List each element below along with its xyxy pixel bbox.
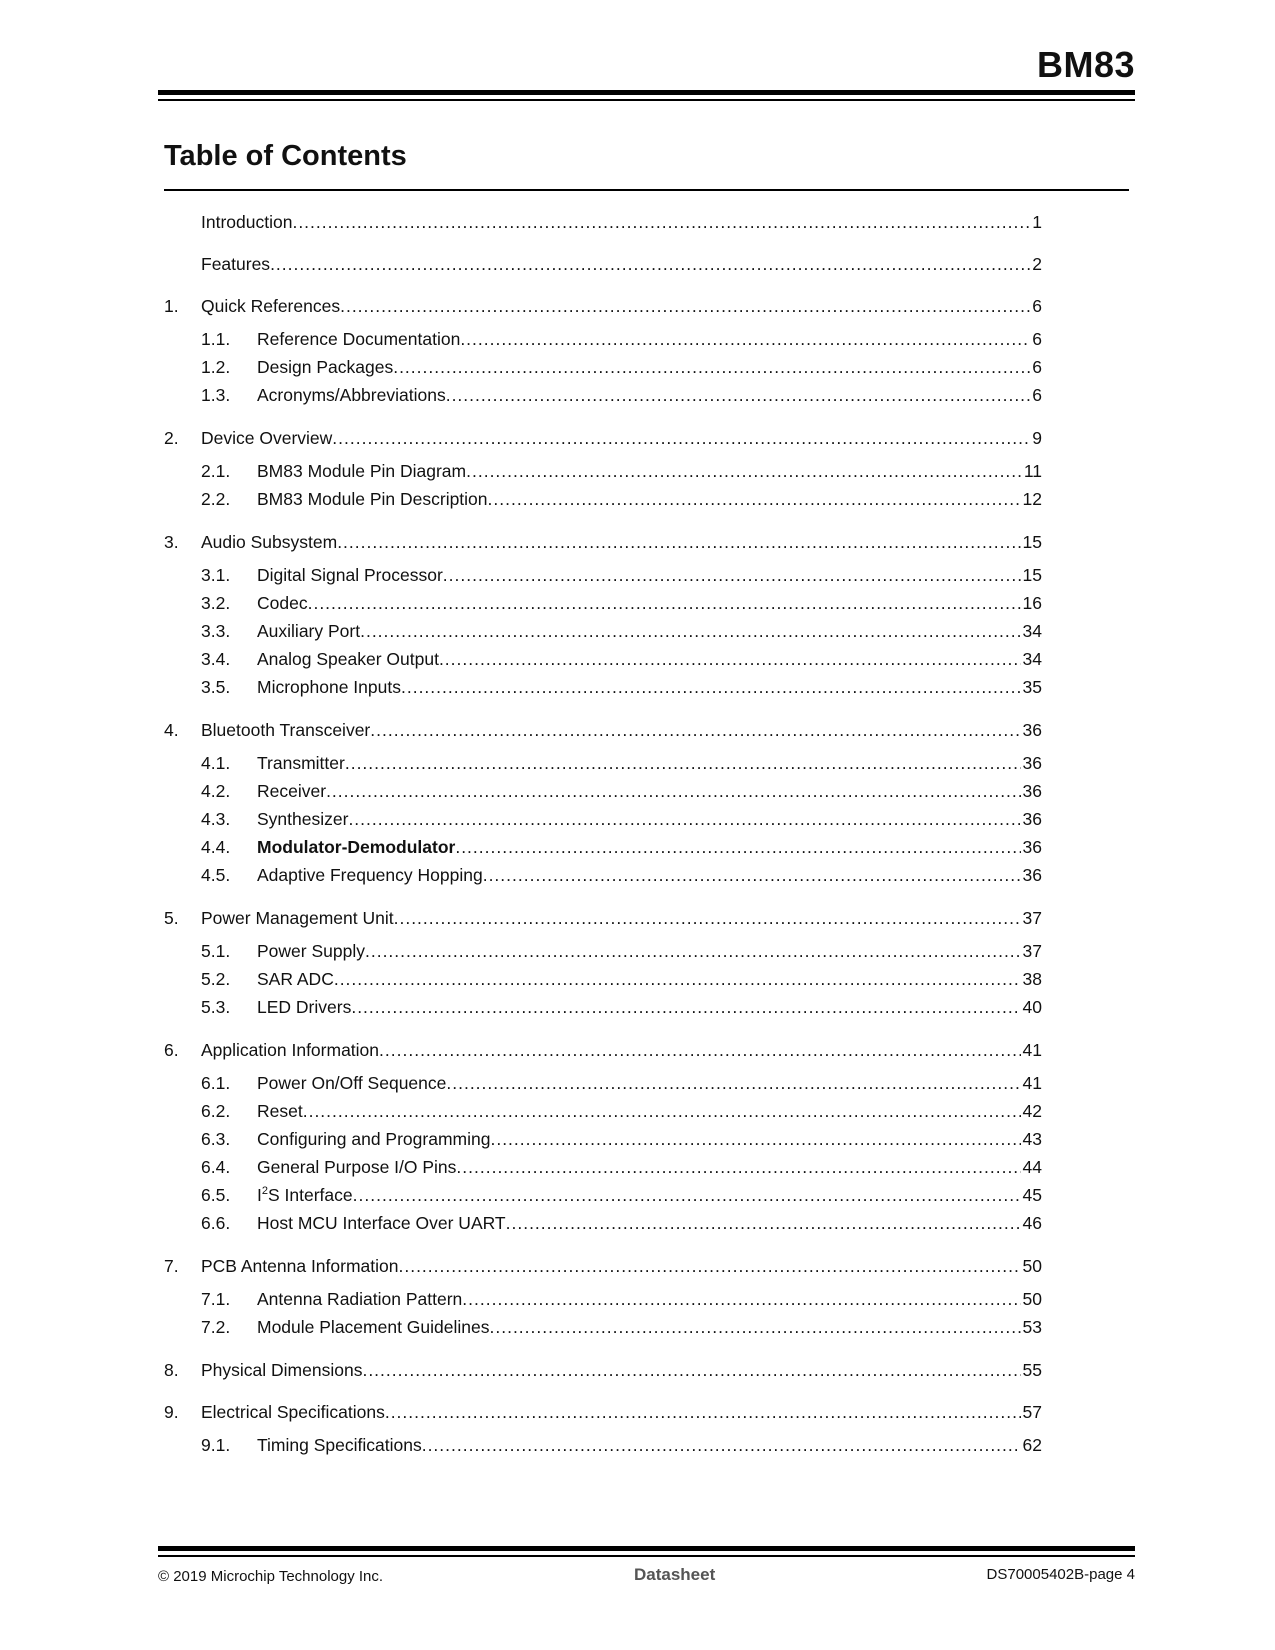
toc-entry-title-text[interactable]: BM83 Module Pin Description — [257, 489, 488, 509]
toc-entry-page[interactable]: 50 — [1022, 1256, 1042, 1276]
toc-subentry[interactable] — [164, 1285, 1042, 1313]
toc-heading: Table of Contents — [164, 140, 407, 172]
toc-subentry[interactable] — [164, 457, 1042, 485]
toc-entry-page[interactable]: 15 — [1022, 565, 1042, 585]
toc-subentry[interactable] — [164, 805, 1042, 833]
toc-entry-page[interactable]: 36 — [1022, 809, 1042, 829]
toc-entry-title-text[interactable]: Modulator-Demodulator — [257, 837, 456, 857]
toc-entry-number: 3.2. — [201, 593, 231, 613]
toc-entry-page[interactable]: 6 — [1032, 329, 1042, 349]
toc-leader-dots — [490, 1125, 1020, 1153]
toc-entry-page[interactable]: 41 — [1022, 1040, 1042, 1060]
toc-entry[interactable] — [164, 293, 1042, 319]
toc-entry-page[interactable]: 1 — [1032, 212, 1042, 232]
toc-entry-title-text[interactable]: Digital Signal Processor — [257, 565, 443, 585]
toc-entry-page[interactable]: 50 — [1022, 1289, 1042, 1309]
toc-entry-page[interactable]: 34 — [1022, 621, 1042, 641]
toc-entry-title[interactable] — [257, 1097, 303, 1125]
toc-entry-title-text[interactable]: Antenna Radiation Pattern — [257, 1289, 463, 1309]
footer-copyright: © 2019 Microchip Technology Inc. — [158, 1568, 384, 1585]
toc-entry-title-text[interactable]: Design Packages — [257, 357, 394, 377]
toc-entry-page[interactable]: 41 — [1022, 1073, 1042, 1093]
toc-entry-title-text[interactable]: Electrical Specifications — [201, 1402, 385, 1422]
toc-entry-page[interactable]: 42 — [1022, 1101, 1042, 1121]
toc-entry-page[interactable]: 44 — [1022, 1157, 1042, 1177]
toc-section — [164, 905, 1042, 1021]
toc-entry-title[interactable] — [257, 1125, 490, 1153]
toc-entry-number: 1.3. — [201, 385, 231, 405]
toc-leader-dots — [401, 673, 1021, 701]
toc-subentry[interactable] — [164, 1313, 1042, 1341]
toc-entry-number: 5.3. — [201, 997, 231, 1017]
toc-entry-page[interactable]: 2 — [1032, 254, 1042, 274]
toc-subentry[interactable] — [164, 561, 1042, 589]
toc-entry-title[interactable] — [257, 589, 308, 617]
toc-entry-page[interactable]: 36 — [1022, 720, 1042, 740]
toc-section — [164, 293, 1042, 409]
toc-subentry[interactable] — [164, 589, 1042, 617]
toc-entry-title[interactable] — [257, 749, 345, 777]
toc-entry-title-text[interactable]: Audio Subsystem — [201, 532, 338, 552]
toc-entry-number: 9. — [164, 1402, 179, 1422]
toc-leader-dots — [362, 1357, 1020, 1383]
toc-leader-dots — [379, 1037, 1021, 1063]
toc-entry-number: 6.5. — [201, 1185, 231, 1205]
toc-entry-number: 3.1. — [201, 565, 231, 585]
toc-subentry[interactable] — [164, 1125, 1042, 1153]
toc-entry-page[interactable]: 57 — [1022, 1402, 1042, 1422]
toc-entry-title[interactable] — [257, 833, 455, 861]
toc-leader-dots — [456, 1153, 1020, 1181]
toc-leader-dots — [398, 1253, 1020, 1279]
toc-subentry[interactable] — [164, 777, 1042, 805]
toc-leader-dots — [334, 965, 1021, 993]
toc-subentry[interactable] — [164, 1097, 1042, 1125]
toc-entry-title-text[interactable]: Power On/Off Sequence — [257, 1073, 447, 1093]
toc-entry-title-text[interactable]: Bluetooth Transceiver — [201, 720, 371, 740]
toc-entry-number: 7. — [164, 1256, 179, 1276]
toc-entry-title[interactable] — [201, 425, 332, 451]
toc-entry[interactable] — [164, 251, 1042, 277]
toc-entry[interactable] — [164, 1399, 1042, 1425]
toc-leader-dots — [345, 749, 1021, 777]
toc-entry-title[interactable] — [257, 937, 365, 965]
toc-entry-title[interactable] — [257, 485, 488, 513]
toc-entry-title[interactable] — [201, 1253, 398, 1279]
toc-subentry[interactable] — [164, 1181, 1042, 1209]
toc-entry[interactable] — [164, 905, 1042, 931]
toc-subentry[interactable] — [164, 1069, 1042, 1097]
toc-leader-dots — [270, 251, 1030, 277]
toc-entry-title[interactable] — [257, 993, 351, 1021]
toc-entry-page[interactable]: 43 — [1022, 1129, 1042, 1149]
toc-entry-number: 4.3. — [201, 809, 231, 829]
toc-entry-number: 6. — [164, 1040, 179, 1060]
toc-entry-number: 4. — [164, 720, 179, 740]
toc-entry-title-text-after[interactable]: S Interface — [268, 1185, 353, 1205]
toc-entry-title-text[interactable]: Receiver — [257, 781, 327, 801]
toc-entry-title-text[interactable]: I — [257, 1185, 262, 1205]
toc-leader-dots — [385, 1399, 1021, 1425]
footer-doc-code: DS70005402B-page 4 — [986, 1566, 1135, 1583]
toc-entry-title[interactable] — [257, 861, 483, 889]
toc-subentry[interactable] — [164, 749, 1042, 777]
toc-leader-dots — [337, 529, 1020, 555]
toc-entry-title[interactable] — [257, 1285, 462, 1313]
toc-entry-title-text[interactable]: Synthesizer — [257, 809, 349, 829]
toc-leader-dots — [443, 561, 1021, 589]
toc-subentry[interactable] — [164, 1209, 1042, 1237]
toc-leader-dots — [446, 381, 1031, 409]
toc-leader-dots — [439, 645, 1021, 673]
toc-entry-number: 3.3. — [201, 621, 231, 641]
toc-entry-number: 1. — [164, 296, 179, 316]
toc-entry-title-text[interactable]: General Purpose I/O Pins — [257, 1157, 457, 1177]
toc-entry-page[interactable]: 36 — [1022, 865, 1042, 885]
toc-entry-title[interactable] — [257, 1431, 422, 1459]
toc-entry[interactable] — [164, 1037, 1042, 1063]
toc-entry-title[interactable] — [257, 353, 393, 381]
toc-entry-title-text[interactable]: Microphone Inputs — [257, 677, 401, 697]
toc-entry-title-text[interactable]: SAR ADC — [257, 969, 334, 989]
toc-entry-title-text[interactable]: Reset — [257, 1101, 303, 1121]
toc-entry-number: 6.1. — [201, 1073, 231, 1093]
toc-entry-title[interactable] — [257, 673, 401, 701]
toc-entry-page[interactable]: 53 — [1022, 1317, 1042, 1337]
toc-subentry[interactable] — [164, 645, 1042, 673]
toc-entry-page[interactable]: 36 — [1022, 781, 1042, 801]
toc-entry-page[interactable]: 40 — [1022, 997, 1042, 1017]
toc-entry-title[interactable] — [257, 1313, 490, 1341]
toc-entry-number: 2. — [164, 428, 179, 448]
toc-entry-page[interactable]: 62 — [1022, 1435, 1042, 1455]
toc-subentry[interactable] — [164, 1431, 1042, 1459]
toc-entry[interactable] — [164, 425, 1042, 451]
toc-entry-page[interactable]: 38 — [1022, 969, 1042, 989]
toc-entry-title-text[interactable]: Acronyms/Abbreviations — [257, 385, 446, 405]
toc-entry-title-text[interactable]: Reference Documentation — [257, 329, 461, 349]
toc-entry-title-text[interactable]: Quick References — [201, 296, 341, 316]
toc-entry-title[interactable] — [257, 617, 360, 645]
toc-entry-title-text[interactable]: Analog Speaker Output — [257, 649, 439, 669]
toc-leader-dots — [506, 1209, 1021, 1237]
toc-leader-dots — [360, 617, 1020, 645]
toc-entry-title-text[interactable]: Module Placement Guidelines — [257, 1317, 490, 1337]
toc-entry[interactable] — [164, 1253, 1042, 1279]
toc-entry-title[interactable] — [257, 1069, 446, 1097]
toc-entry-title-text[interactable]: BM83 Module Pin Diagram — [257, 461, 467, 481]
toc-entry[interactable] — [164, 209, 1042, 235]
toc-entry-page[interactable]: 6 — [1032, 385, 1042, 405]
toc-entry-title[interactable] — [257, 645, 439, 673]
toc-entry-title[interactable] — [257, 965, 334, 993]
toc-leader-dots — [394, 905, 1021, 931]
toc-entry-page[interactable]: 16 — [1022, 593, 1042, 613]
toc-entry-number: 8. — [164, 1360, 179, 1380]
toc-entry-page[interactable]: 34 — [1022, 649, 1042, 669]
toc-entry-title-text[interactable]: Physical Dimensions — [201, 1360, 363, 1380]
toc-entry-title-text[interactable]: Timing Specifications — [257, 1435, 422, 1455]
toc-entry-title[interactable] — [201, 209, 292, 235]
toc-entry-number: 4.5. — [201, 865, 231, 885]
footer-rule-thick — [158, 1546, 1135, 1551]
toc-entry-page[interactable]: 11 — [1023, 461, 1042, 481]
toc-leader-dots — [466, 457, 1022, 485]
toc-entry-superscript: 2 — [261, 1185, 268, 1197]
toc-subentry[interactable] — [164, 617, 1042, 645]
toc-entry-title-text[interactable]: Device Overview — [201, 428, 333, 448]
header-rule-thin — [158, 99, 1135, 101]
header-rule-thick — [158, 90, 1135, 95]
toc-entry-title[interactable] — [257, 805, 348, 833]
toc-leader-dots — [292, 209, 1030, 235]
toc-entry-title-text[interactable]: Adaptive Frequency Hopping — [257, 865, 483, 885]
table-of-contents — [164, 209, 1042, 1475]
toc-entry-title-text[interactable]: Codec — [257, 593, 308, 613]
toc-entry[interactable] — [164, 1357, 1042, 1383]
toc-entry-title-text[interactable]: Features — [201, 254, 271, 274]
toc-leader-dots — [348, 805, 1020, 833]
toc-entry-title[interactable] — [201, 1037, 379, 1063]
toc-entry-number: 4.1. — [201, 753, 231, 773]
toc-section — [164, 529, 1042, 701]
toc-section — [164, 251, 1042, 277]
toc-entry-page[interactable]: 35 — [1022, 677, 1042, 697]
toc-section — [164, 209, 1042, 235]
toc-heading-rule — [164, 189, 1129, 191]
toc-leader-dots — [351, 993, 1020, 1021]
toc-subentry[interactable] — [164, 325, 1042, 353]
toc-subentry[interactable] — [164, 485, 1042, 513]
toc-section — [164, 1357, 1042, 1383]
toc-entry-title-text[interactable]: Power Management Unit — [201, 908, 394, 928]
toc-entry-title-text[interactable]: Introduction — [201, 212, 293, 232]
toc-subentry[interactable] — [164, 937, 1042, 965]
toc-entry-page[interactable]: 37 — [1022, 941, 1042, 961]
toc-leader-dots — [455, 833, 1020, 861]
toc-entry-number: 5.1. — [201, 941, 231, 961]
toc-entry-title-text[interactable]: Auxiliary Port — [257, 621, 361, 641]
toc-section — [164, 1037, 1042, 1237]
toc-entry-title-text[interactable]: Configuring and Programming — [257, 1129, 491, 1149]
toc-entry-page[interactable]: 36 — [1022, 753, 1042, 773]
toc-subentry[interactable] — [164, 965, 1042, 993]
toc-leader-dots — [308, 589, 1021, 617]
document-title: BM83 — [1036, 44, 1135, 85]
toc-subentry[interactable] — [164, 833, 1042, 861]
toc-leader-dots — [446, 1069, 1020, 1097]
toc-section — [164, 717, 1042, 889]
toc-subentry[interactable] — [164, 861, 1042, 889]
toc-entry-title-text[interactable]: Power Supply — [257, 941, 365, 961]
toc-entry-number: 6.6. — [201, 1213, 231, 1233]
toc-leader-dots — [340, 293, 1030, 319]
toc-leader-dots — [462, 1285, 1020, 1313]
toc-entry[interactable] — [164, 529, 1042, 555]
toc-entry-title-text[interactable]: Transmitter — [257, 753, 345, 773]
toc-subentry[interactable] — [164, 353, 1042, 381]
toc-entry-number: 6.4. — [201, 1157, 231, 1177]
toc-section — [164, 1253, 1042, 1341]
toc-leader-dots — [460, 325, 1030, 353]
toc-entry-page[interactable]: 6 — [1032, 296, 1042, 316]
toc-leader-dots — [303, 1097, 1021, 1125]
toc-entry-number: 5. — [164, 908, 179, 928]
toc-leader-dots — [326, 777, 1020, 805]
toc-entry-page[interactable]: 6 — [1032, 357, 1042, 377]
footer-doc-type: Datasheet — [634, 1565, 716, 1584]
toc-entry-number: 5.2. — [201, 969, 231, 989]
toc-entry-number: 2.1. — [201, 461, 231, 481]
toc-section — [164, 1399, 1042, 1459]
toc-entry-title[interactable] — [257, 1181, 353, 1209]
toc-entry-title[interactable] — [257, 325, 460, 353]
toc-subentry[interactable] — [164, 1153, 1042, 1181]
toc-entry-title[interactable] — [201, 1357, 362, 1383]
toc-entry-number: 6.2. — [201, 1101, 231, 1121]
toc-entry-title[interactable] — [201, 293, 340, 319]
toc-entry-title-text[interactable]: Application Information — [201, 1040, 380, 1060]
toc-entry-number: 6.3. — [201, 1129, 231, 1149]
toc-entry-number: 7.1. — [201, 1289, 231, 1309]
toc-entry-number: 3.5. — [201, 677, 231, 697]
toc-entry-title[interactable] — [201, 1399, 385, 1425]
toc-entry-number: 4.2. — [201, 781, 231, 801]
toc-subentry[interactable] — [164, 993, 1042, 1021]
toc-entry-page[interactable]: 37 — [1022, 908, 1042, 928]
toc-entry-page[interactable]: 46 — [1022, 1213, 1042, 1233]
toc-leader-dots — [365, 937, 1021, 965]
toc-entry-title[interactable] — [201, 529, 337, 555]
toc-leader-dots — [488, 485, 1021, 513]
toc-entry-title[interactable] — [257, 1209, 506, 1237]
toc-leader-dots — [370, 717, 1020, 743]
toc-entry-number: 3.4. — [201, 649, 231, 669]
toc-entry-number: 4.4. — [201, 837, 231, 857]
toc-entry-number: 3. — [164, 532, 179, 552]
toc-entry-page[interactable]: 36 — [1022, 837, 1042, 857]
toc-entry-page[interactable]: 45 — [1022, 1185, 1042, 1205]
toc-entry-title[interactable] — [257, 1153, 456, 1181]
toc-subentry[interactable] — [164, 673, 1042, 701]
toc-entry-number: 7.2. — [201, 1317, 231, 1337]
toc-entry-title[interactable] — [257, 777, 326, 805]
toc-entry-page[interactable]: 15 — [1022, 532, 1042, 552]
toc-entry[interactable] — [164, 717, 1042, 743]
toc-entry-title[interactable] — [257, 561, 443, 589]
toc-entry-page[interactable]: 9 — [1032, 428, 1042, 448]
toc-subentry[interactable] — [164, 381, 1042, 409]
toc-entry-title-text[interactable]: PCB Antenna Information — [201, 1256, 399, 1276]
toc-entry-title[interactable] — [201, 717, 370, 743]
toc-entry-title[interactable] — [201, 905, 394, 931]
toc-entry-title[interactable] — [257, 381, 446, 409]
toc-section — [164, 425, 1042, 513]
toc-entry-number: 2.2. — [201, 489, 231, 509]
footer-rule-thin — [158, 1555, 1135, 1557]
toc-entry-title[interactable] — [257, 457, 466, 485]
toc-entry-page[interactable]: 12 — [1022, 489, 1042, 509]
toc-entry-title[interactable] — [201, 251, 270, 277]
toc-leader-dots — [422, 1431, 1021, 1459]
toc-entry-number: 1.2. — [201, 357, 231, 377]
toc-entry-title-text[interactable]: LED Drivers — [257, 997, 352, 1017]
toc-entry-number: 9.1. — [201, 1435, 231, 1455]
toc-leader-dots — [490, 1313, 1021, 1341]
toc-leader-dots — [332, 425, 1030, 451]
toc-leader-dots — [353, 1181, 1021, 1209]
toc-entry-title-text[interactable]: Host MCU Interface Over UART — [257, 1213, 506, 1233]
toc-entry-page[interactable]: 55 — [1022, 1360, 1042, 1380]
toc-entry-number: 1.1. — [201, 329, 231, 349]
toc-leader-dots — [483, 861, 1021, 889]
toc-leader-dots — [393, 353, 1030, 381]
